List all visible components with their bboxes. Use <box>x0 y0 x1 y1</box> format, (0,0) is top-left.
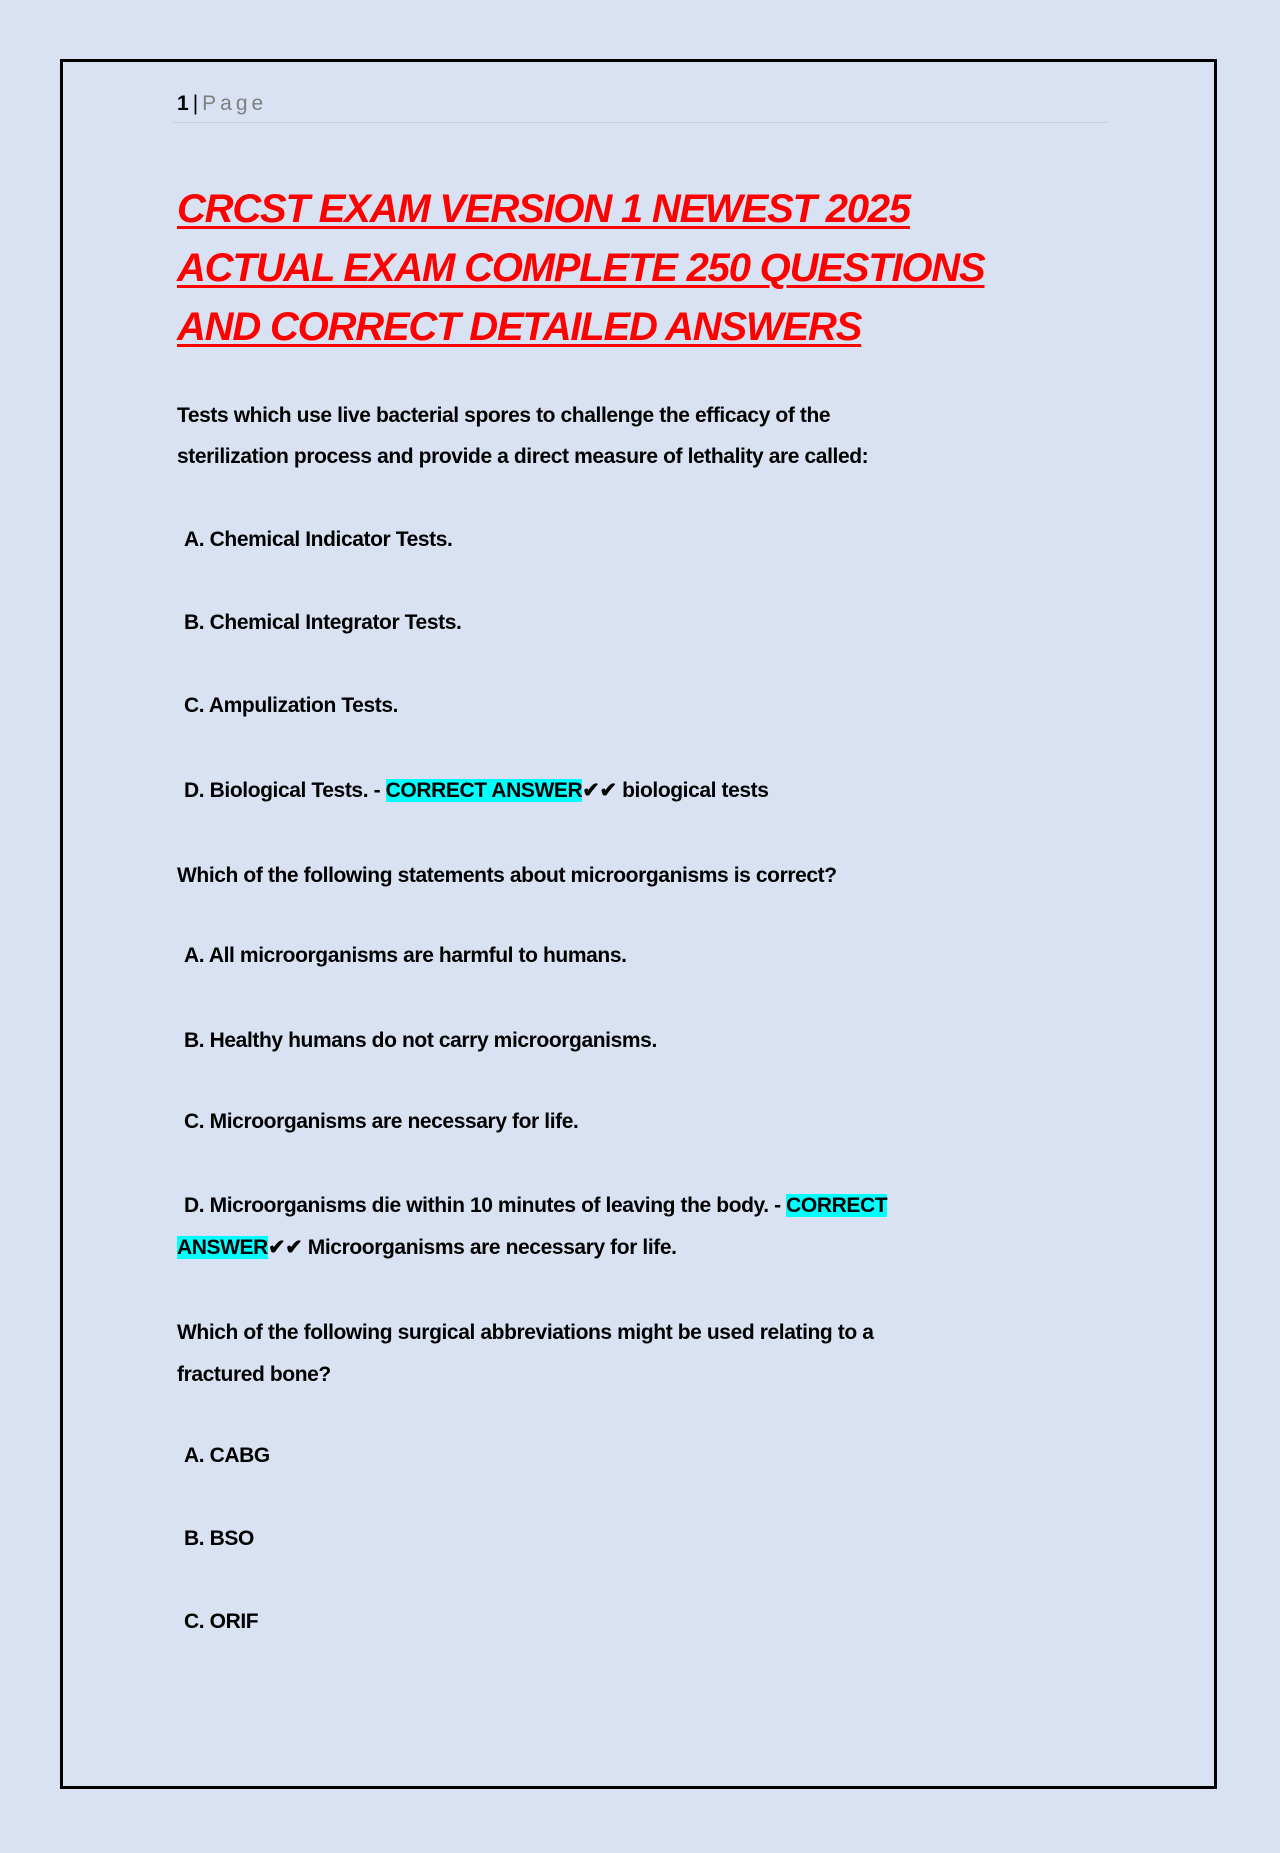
question-text: Which of the following statements about microorganisms is correct? <box>177 864 837 887</box>
correct-answer-badge: CORRECT <box>786 1194 888 1217</box>
correct-answer-badge: ANSWER <box>177 1236 268 1259</box>
option-with-answer <box>184 1185 887 1227</box>
title-line: ACTUAL EXAM COMPLETE 250 QUESTIONS <box>177 246 985 290</box>
answer-text: biological tests <box>622 779 769 802</box>
header-rule <box>173 122 1108 123</box>
answer-text: Microorganisms are necessary for life. <box>307 1236 677 1259</box>
title-line: CRCST EXAM VERSION 1 NEWEST 2025 <box>177 187 910 231</box>
question-text: sterilization process and provide a direct measure of lethality are called: <box>177 445 869 468</box>
correct-answer-badge: CORRECT ANSWER <box>385 779 583 802</box>
page-header <box>177 92 267 116</box>
option: C. ORIF <box>184 1610 259 1633</box>
option: B. Chemical Integrator Tests. <box>184 611 462 634</box>
option: C. Ampulization Tests. <box>184 694 399 717</box>
option: A. All microorganisms are harmful to humans. <box>184 944 627 967</box>
option: A. Chemical Indicator Tests. <box>184 528 453 551</box>
option-with-answer <box>184 770 769 812</box>
checkmark-icon: ✔✔ <box>267 1236 303 1259</box>
document-title <box>177 180 984 357</box>
page-label: Page <box>202 92 268 115</box>
option: D. Microorganisms die within 10 minutes of leaving the body. - <box>184 1194 781 1217</box>
option: C. Microorganisms are necessary for life. <box>184 1110 579 1133</box>
option: A. CABG <box>184 1444 270 1467</box>
answer-line <box>177 1227 677 1269</box>
option: D. Biological Tests. - <box>184 779 381 802</box>
question-text: fractured bone? <box>177 1363 331 1386</box>
checkmark-icon: ✔✔ <box>582 779 617 802</box>
question-text: Tests which use live bacterial spores to challenge the efficacy of the <box>177 404 831 427</box>
header-separator: | <box>192 92 199 115</box>
option: B. Healthy humans do not carry microorganisms. <box>184 1029 657 1052</box>
question-text: Which of the following surgical abbreviations might be used relating to a <box>177 1321 874 1344</box>
page-number: 1 <box>177 92 189 115</box>
option: B. BSO <box>184 1527 254 1550</box>
title-line: AND CORRECT DETAILED ANSWERS <box>177 305 862 349</box>
